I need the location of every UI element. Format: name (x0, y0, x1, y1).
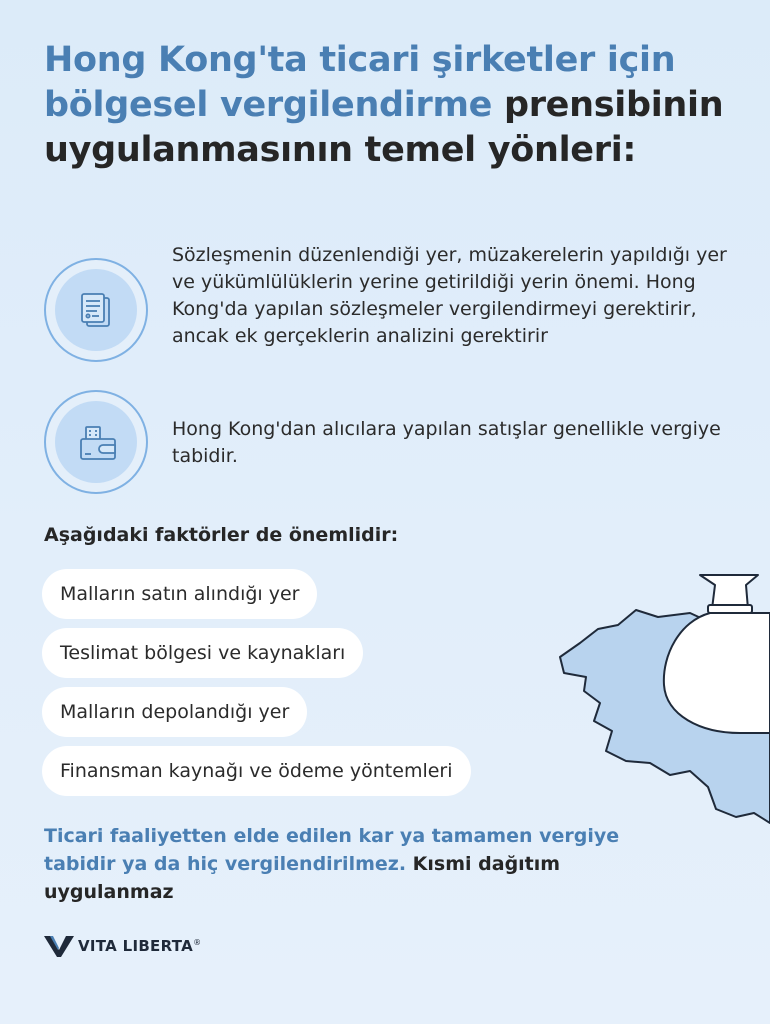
feature-text: Sözleşmenin düzenlendiği yer, müzakerelerin yapıldığı yer ve yükümlülüklerin yerine getirildiği yerin önemi. Hong Kong'da yapılan sözleşmeler vergilendirmeyi gerektirir, ancak ek gerçeklerin analizini gerektirir (172, 244, 727, 347)
wallet-building-icon (44, 390, 148, 494)
factor-item: Finansman kaynağı ve ödeme yöntemleri (42, 746, 471, 796)
title-accent: Hong Kong'ta ticari şirketler için bölgesel vergilendirme (44, 40, 676, 125)
footer-dark: Kısmi dağıtım uygulanmaz (44, 853, 561, 903)
feature-text: Hong Kong'dan alıcılara yapılan satışlar genellikle vergiye tabidir. (172, 418, 721, 467)
money-bag-icon (664, 575, 770, 733)
factor-item: Teslimat bölgesi ve kaynakları (42, 628, 363, 678)
page-title (44, 38, 744, 173)
factor-item: Malların satın alındığı yer (42, 569, 317, 619)
title-dark: prensibinin uygulanmasının temel yönleri: (44, 85, 724, 170)
factor-item: Malların depolandığı yer (42, 687, 307, 737)
map-money-bag-illustration (540, 565, 770, 835)
vita-liberta-logo-icon (44, 934, 74, 958)
factors-heading: Aşağıdaki faktörler de önemlidir: (44, 524, 399, 546)
document-icon (44, 258, 148, 362)
footer-note (44, 822, 684, 906)
footer-accent: Ticari faaliyetten elde edilen kar ya tamamen vergiye tabidir ya da hiç vergilendirilmez. (44, 825, 620, 875)
brand-name: VITA LIBERTA® (78, 937, 202, 955)
